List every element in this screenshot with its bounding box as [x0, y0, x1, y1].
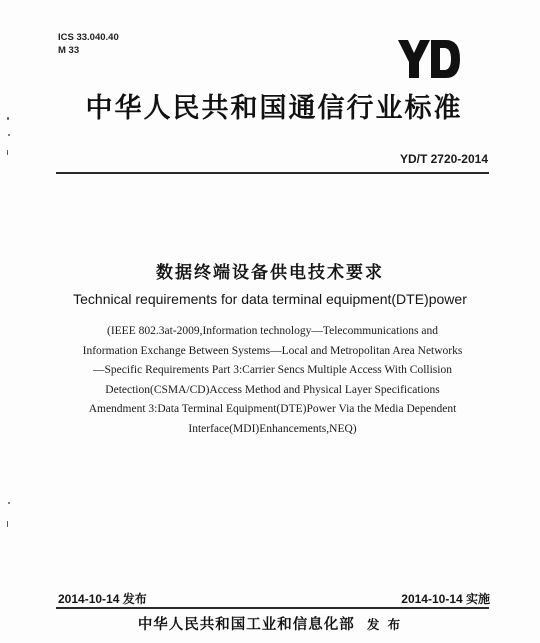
equivalent-line: Detection(CSMA/CD)Access Method and Physical Layer Specifications: [105, 383, 440, 396]
top-divider: [56, 172, 489, 174]
issuing-authority: [0, 613, 540, 634]
scan-speck: [7, 150, 8, 155]
implementation-date: 2014-10-14 实施: [401, 592, 490, 606]
issuer-name: 中华人民共和国工业和信息化部: [137, 616, 355, 633]
standard-code: YD/T 2720-2014: [399, 152, 488, 166]
document-title-english: Technical requirements for data terminal equipment(DTE)power: [73, 291, 467, 307]
issue-date: 2014-10-14 发布: [58, 592, 147, 606]
ccs-classification: M 33: [58, 45, 80, 56]
scan-speck: [7, 521, 8, 527]
equivalent-line: Amendment 3:Data Terminal Equipment(DTE)Power Via the Media Dependent: [88, 403, 457, 415]
scan-speck: [7, 117, 9, 120]
equivalent-line: —Specific Requirements Part 3:Carrier Sencs Multiple Access With Collision: [93, 364, 452, 376]
ics-classification: ICS 33.040.40: [58, 32, 119, 43]
document-title-chinese: 数据终端设备供电技术要求: [156, 263, 384, 283]
scan-speck: [8, 134, 10, 136]
equivalent-standard-note: [60, 322, 485, 439]
scan-speck: [8, 502, 10, 504]
issuer-action: 发 布: [366, 617, 403, 632]
bottom-divider: [56, 607, 489, 609]
yd-standard-logo: [398, 38, 460, 82]
equivalent-line: Information Exchange Between Systems—Local and Metropolitan Area Networks: [82, 344, 463, 357]
equivalent-line: Interface(MDI)Enhancements,NEQ): [188, 422, 357, 435]
standard-category-title: 中华人民共和国通信行业标准: [85, 93, 463, 124]
equivalent-line: (IEEE 802.3at-2009,Information technology—Telecommunications and: [106, 325, 438, 337]
